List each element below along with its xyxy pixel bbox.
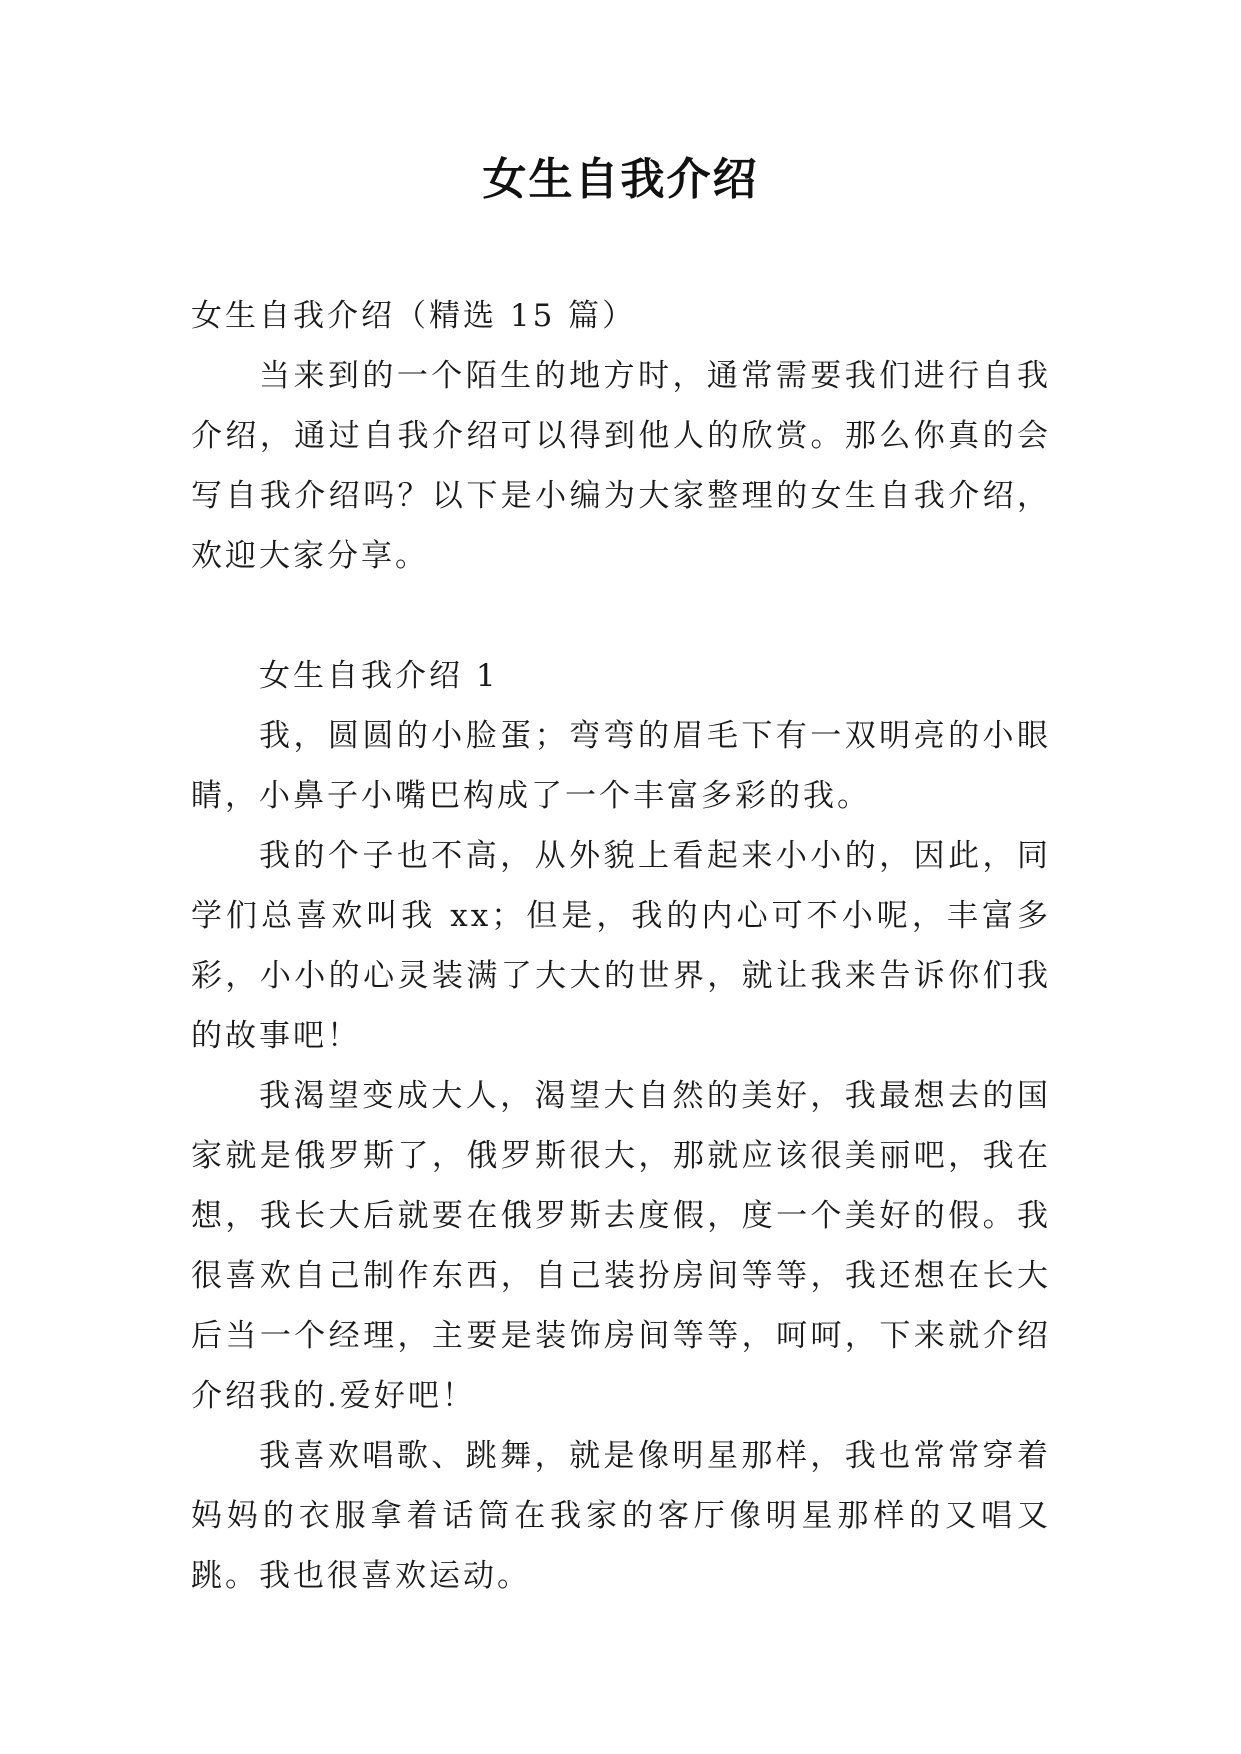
body-paragraph: 我喜欢唱歌、跳舞，就是像明星那样，我也常常穿着妈妈的衣服拿着话筒在我家的客厅像明星那样的又唱又跳。我也很喜欢运动。 xyxy=(191,1438,1051,1594)
document-body xyxy=(191,286,1051,1606)
intro-paragraph: 当来到的一个陌生的地方时，通常需要我们进行自我介绍，通过自我介绍可以得到他人的欣赏。那么你真的会写自我介绍吗？以下是小编为大家整理的女生自我介绍，欢迎大家分享。 xyxy=(191,358,1051,574)
section-heading: 女生自我介绍 1 xyxy=(259,658,499,694)
document-subtitle: 女生自我介绍（精选 15 篇） xyxy=(191,298,637,334)
body-paragraph: 我的个子也不高，从外貌上看起来小小的，因此，同学们总喜欢叫我 xx；但是，我的内心可不小呢，丰富多彩，小小的心灵装满了大大的世界，就让我来告诉你们我的故事吧！ xyxy=(191,838,1051,1054)
body-paragraph: 我，圆圆的小脸蛋；弯弯的眉毛下有一双明亮的小眼睛，小鼻子小嘴巴构成了一个丰富多彩的我。 xyxy=(191,718,1051,814)
document-title: 女生自我介绍 xyxy=(482,154,759,205)
body-paragraph: 我渴望变成大人，渴望大自然的美好，我最想去的国家就是俄罗斯了，俄罗斯很大，那就应该很美丽吧，我在想，我长大后就要在俄罗斯去度假，度一个美好的假。我很喜欢自己制作东西，自己装扮房间等等，我还想在长大后当一个经理，主要是装饰房间等等，呵呵，下来就介绍介绍我的.爱好吧！ xyxy=(191,1078,1051,1414)
